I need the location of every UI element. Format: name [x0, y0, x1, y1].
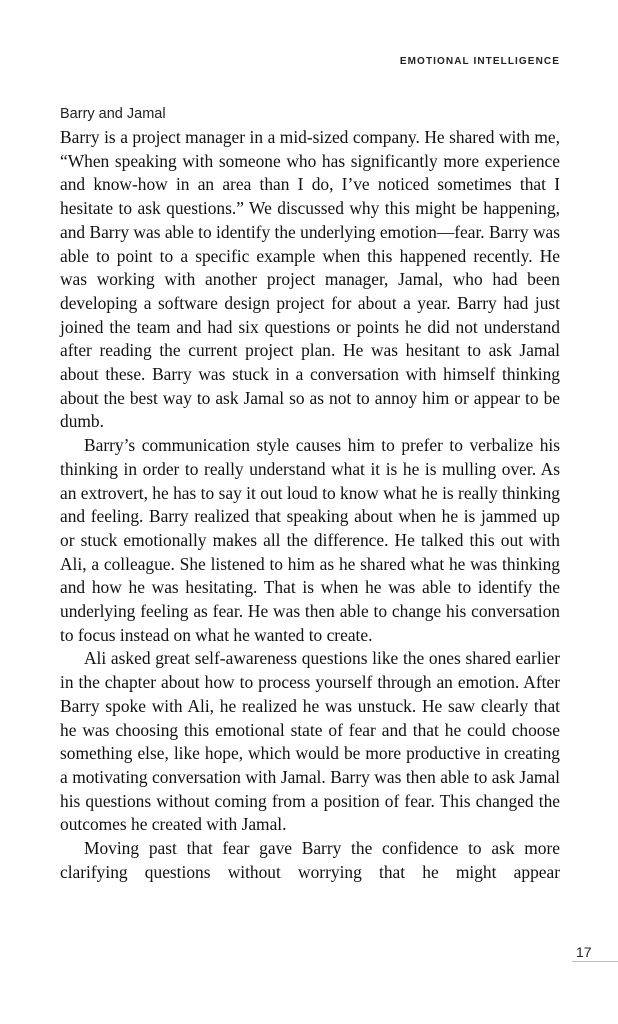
paragraph-1: Barry is a project manager in a mid-sized company. He shared with me, “When speaking with someone who has significantly more experience and know-how in an area than I do, I’ve noticed sometimes that I hesitate to ask questions.” We discussed why this might be happening, and Barry was able to identify the underlying emotion—fear. Barry was able to point to a specific example when this happened recently. He was working with another project manager, Jamal, who had been developing a software design project for about a year. Barry had just joined the team and had six questions or points he did not understand after reading the current project plan. He was hesitant to ask Jamal about these. Barry was stuck in a conversation with himself thinking about the best way to ask Jamal so as not to annoy him or appear to be dumb.: [60, 127, 560, 432]
paragraph-4: Moving past that fear gave Barry the confidence to ask more clarifying questions without worrying that he might appear: [60, 838, 560, 882]
paragraph-3: Ali asked great self-awareness questions like the ones shared earlier in the chapter about how to process yourself through an emotion. After Barry spoke with Ali, he realized he was unstuck. He saw clearly that he was choosing this emotional state of fear and that he could choose something else, like hope, which would be more productive in creating a motivating conversation with Jamal. Barry was then able to ask Jamal his questions without coming from a position of fear. This changed the outcomes he created with Jamal.: [60, 648, 560, 835]
page-number: 17: [572, 944, 618, 962]
body-text: [60, 104, 560, 885]
paragraph-2: Barry’s communication style causes him to prefer to verbalize his thinking in order to really understand what it is he is mulling over. As an extrovert, he has to say it out loud to know what he is really thinking and feeling. Barry realized that speaking about when he is jammed up or stuck emotionally makes all the difference. He talked this out with Ali, a colleague. She listened to him as he shared what he was thinking and how he was hesitating. That is when he was able to identify the underlying feeling as fear. He was then able to change his conversation to focus instead on what he wanted to create.: [60, 435, 560, 645]
section-heading: Barry and Jamal: [60, 106, 166, 122]
running-header: EMOTIONAL INTELLIGENCE: [399, 56, 560, 67]
